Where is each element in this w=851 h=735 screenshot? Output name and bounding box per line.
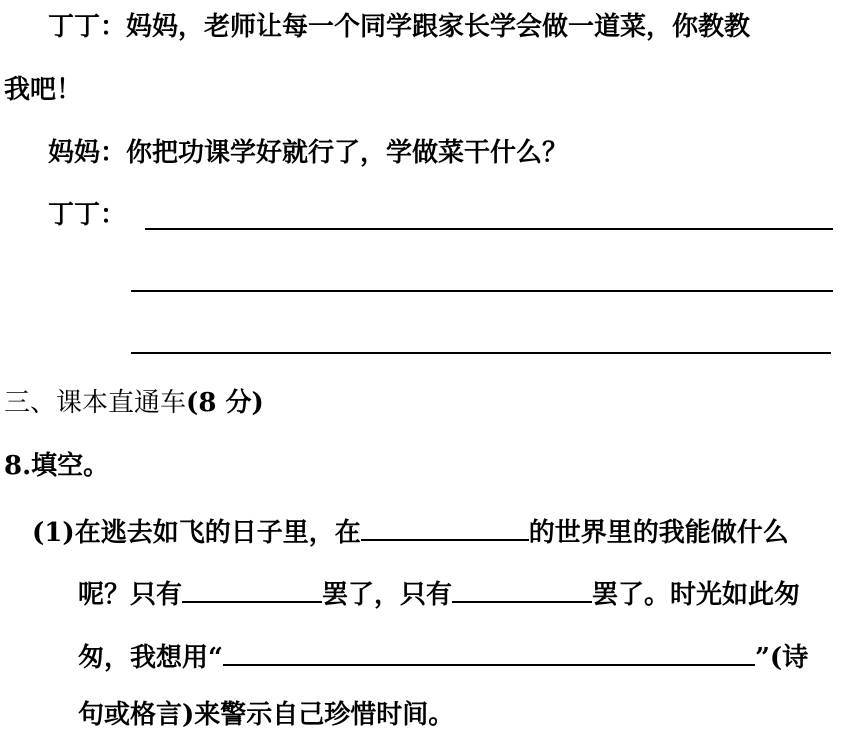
q8-text-2c: 罢了。时光如此匆: [592, 580, 801, 610]
fill-blank-2[interactable]: [182, 575, 322, 603]
q8-text-3b: ”(诗: [754, 643, 809, 673]
dialogue-text-1-cont: 我吧！: [4, 75, 83, 105]
dialogue-line-3: [48, 200, 126, 230]
dialogue-line-1-cont: [4, 75, 82, 105]
section-3-heading: [4, 388, 264, 418]
q8-text-1b: 的世界里的我能做什么: [528, 518, 789, 548]
answer-line-2[interactable]: [131, 290, 833, 292]
fill-blank-4[interactable]: [223, 638, 755, 666]
question-8-heading: [4, 451, 109, 481]
answer-line-3[interactable]: [131, 352, 831, 354]
q8-part1-line4: [78, 700, 454, 730]
fill-blank-1[interactable]: [361, 513, 529, 541]
dialogue-line-2: [48, 138, 568, 168]
q8-text-2b: 罢了，只有: [322, 580, 453, 610]
speaker-dingding: 丁丁：: [48, 12, 127, 42]
q8-text-4a: 句或格言)来警示自己珍惜时间。: [78, 700, 455, 730]
q8-part1-line1: [32, 513, 789, 548]
question-title: 填空。: [31, 451, 110, 481]
q8-text-1a: 在逃去如飞的日子里，在: [74, 518, 361, 548]
dialogue-text-1: 妈妈，老师让每一个同学跟家长学会做一道菜，你教教: [126, 12, 751, 42]
dialogue-text-2: 你把功课学好就行了，学做菜干什么？: [126, 138, 569, 168]
q8-text-3a: 匆，我想用“: [78, 643, 223, 673]
question-separator: .: [22, 451, 32, 481]
fill-blank-3[interactable]: [452, 575, 592, 603]
question-number: 8: [4, 451, 23, 481]
q8-part1-line3: [78, 638, 808, 673]
answer-line-1[interactable]: [145, 228, 833, 230]
q8-part1-line2: [78, 575, 800, 610]
section-3-title: 三、课本直通车: [4, 388, 187, 418]
section-3-score: (8 分): [186, 388, 264, 418]
q8-text-2a: 呢？只有: [78, 580, 183, 610]
speaker-dingding-answer: 丁丁：: [48, 200, 127, 230]
speaker-mama: 妈妈：: [48, 138, 127, 168]
part-label: (1): [32, 518, 75, 548]
dialogue-line-1: [48, 12, 750, 42]
